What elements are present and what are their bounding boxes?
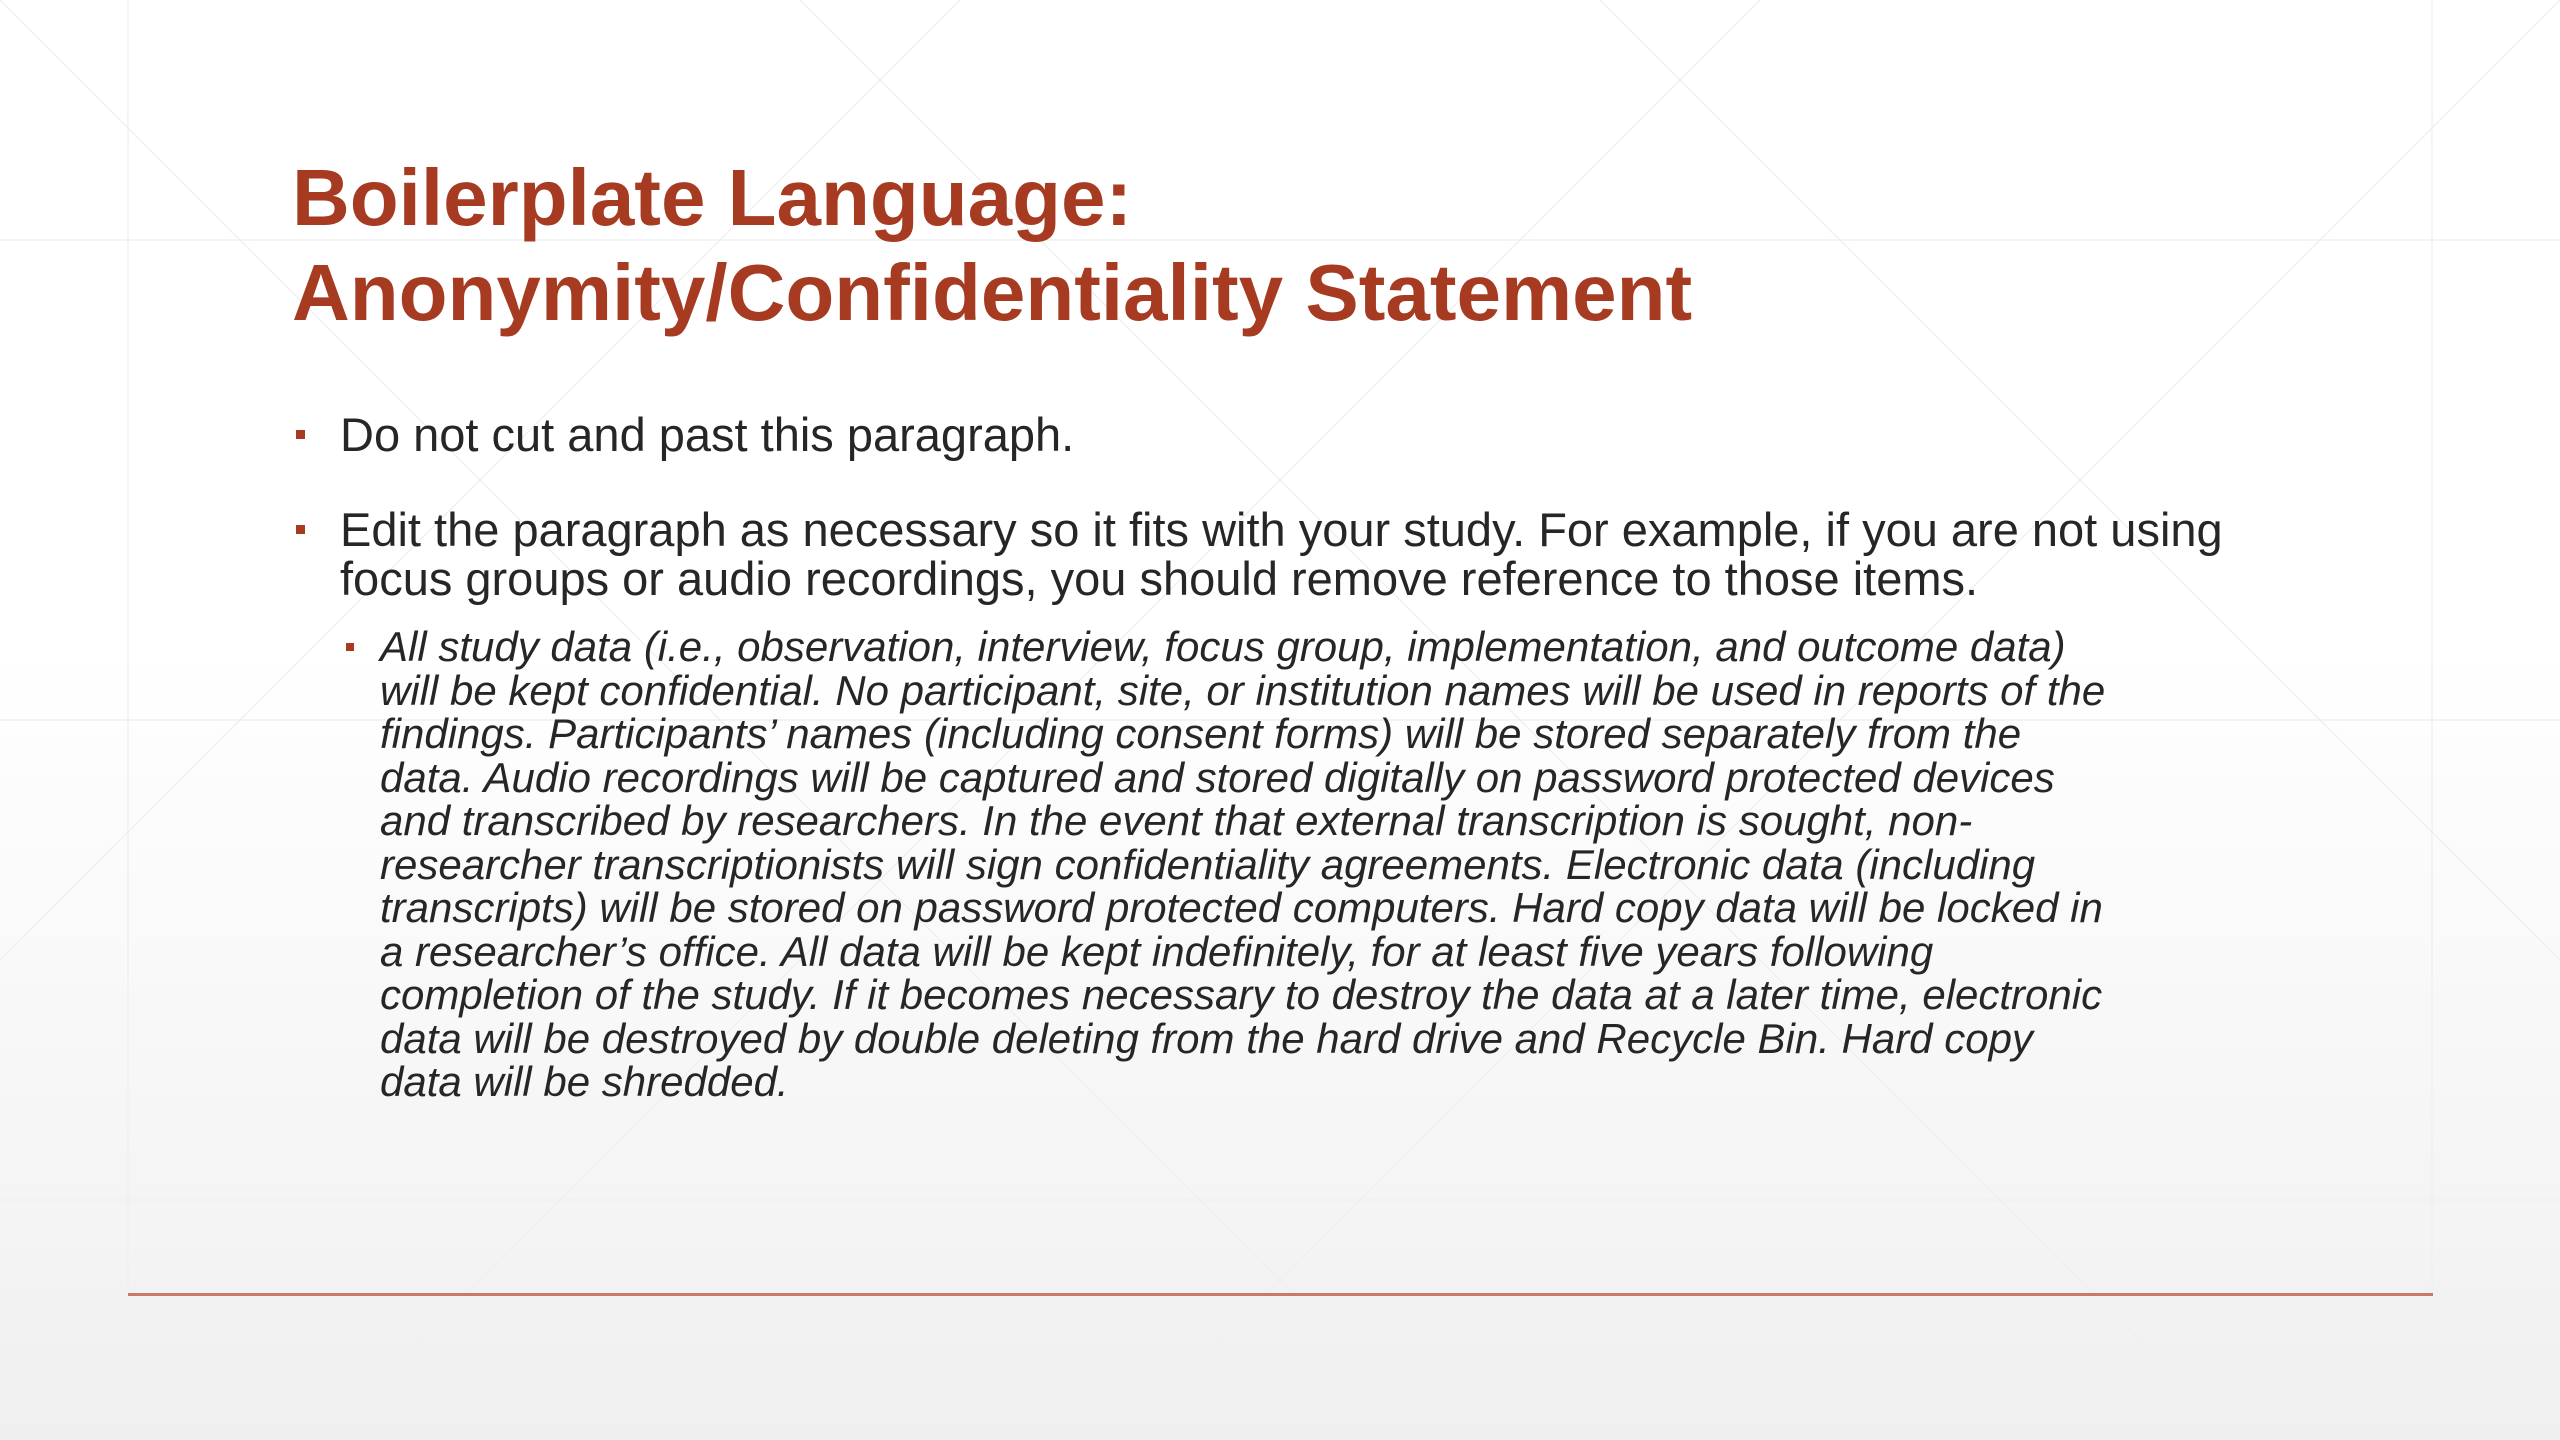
sub-bullet-line: and transcribed by researchers. In the event that external transcription is sought, non- xyxy=(380,797,1973,844)
title-line-2: Anonymity/Confidentiality Statement xyxy=(292,248,1693,337)
sub-bullet-line: All study data (i.e., observation, interview, focus group, implementation, and outcome data) xyxy=(380,623,2066,670)
sub-bullet-line: completion of the study. If it becomes necessary to destroy the data at a later time, electronic xyxy=(380,971,2103,1018)
sub-bullet-line: researcher transcriptionists will sign confidentiality agreements. Electronic data (including xyxy=(380,840,2036,888)
sub-list-container xyxy=(292,625,2292,1104)
sub-bullet-line: data will be destroyed by double deleting from the hard drive and Recycle Bin. Hard copy xyxy=(380,1014,2033,1062)
square-bullet-icon xyxy=(296,525,305,534)
bullet-list xyxy=(292,410,2292,1104)
bullet-item-2 xyxy=(292,505,2292,603)
square-bullet-icon xyxy=(346,643,354,651)
bullet-text-1: Do not cut and past this paragraph. xyxy=(340,408,1075,461)
slide-title xyxy=(292,150,2392,340)
sub-bullet-line: data. Audio recordings will be captured and stored digitally on password protected devices xyxy=(380,753,2055,801)
sub-bullet-line: data will be shredded. xyxy=(380,1058,789,1105)
sub-bullet-line: a researcher’s office. All data will be kept indefinitely, for at least five years following xyxy=(380,927,1934,975)
sub-bullet-line: will be kept confidential. No participant, site, or institution names will be used in reports of the xyxy=(380,666,2106,714)
bullet-text-2: Edit the paragraph as necessary so it fits with your study. For example, if you are not using focus groups or audio recordings, you should remove reference to those items. xyxy=(340,503,2223,605)
bullet-item-1 xyxy=(292,410,2292,459)
sub-bullet-line: findings. Participants’ names (including consent forms) will be stored separately from the xyxy=(380,710,2022,757)
sub-bullet-line: transcripts) will be stored on password protected computers. Hard copy data will be locked in xyxy=(380,884,2103,931)
footer-divider xyxy=(128,1293,2433,1296)
title-line-1: Boilerplate Language: xyxy=(292,153,1133,242)
sub-bullet-item xyxy=(340,625,2240,1104)
sub-bullet-list xyxy=(340,625,2292,1104)
square-bullet-icon xyxy=(296,430,305,439)
